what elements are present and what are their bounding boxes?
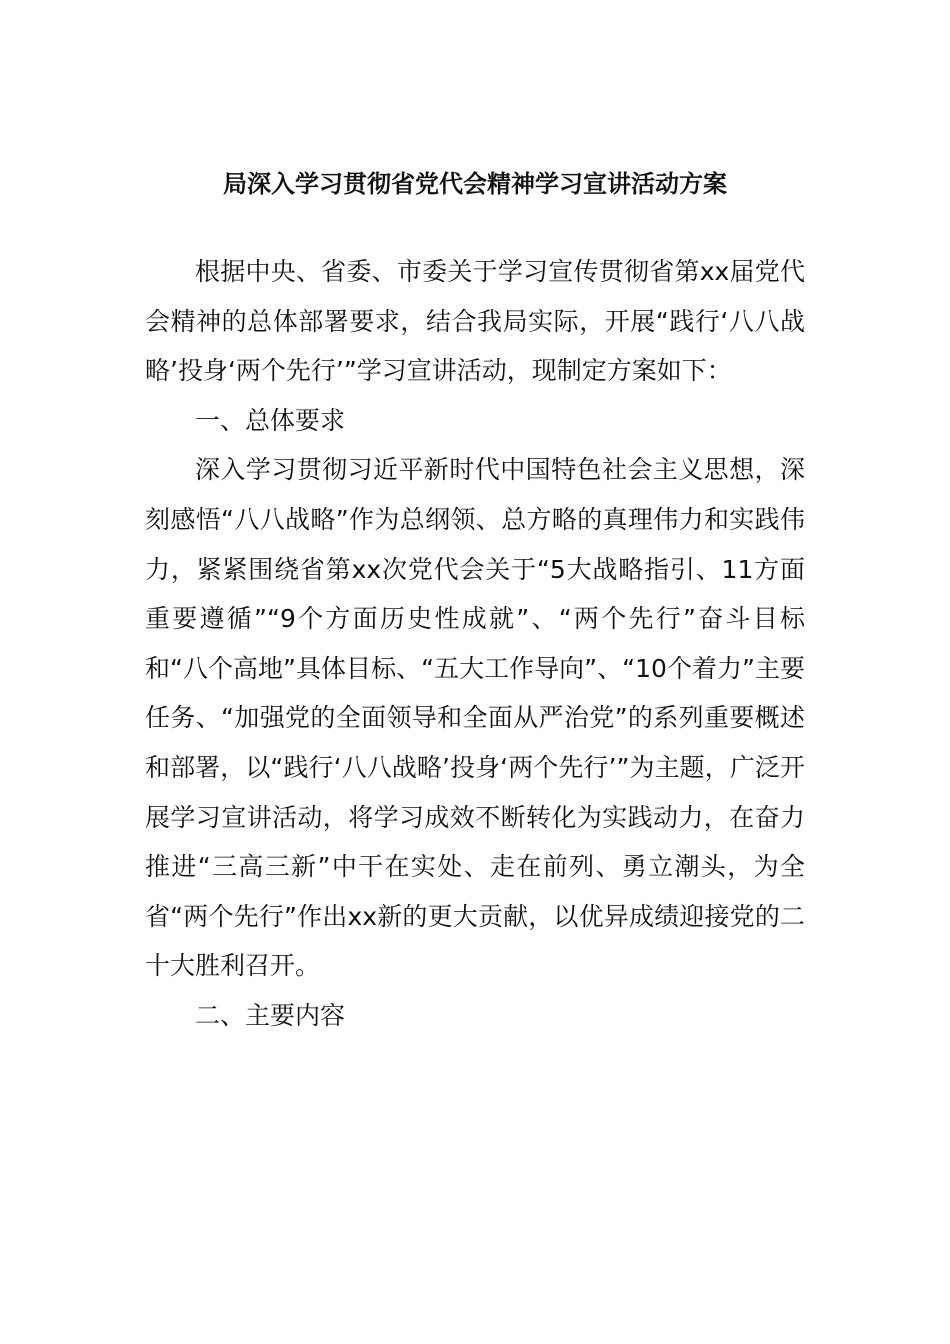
general-requirements-paragraph: 深入学习贯彻习近平新时代中国特色社会主义思想，深刻感悟“八八战略”作为总纲领、总方略的真理伟力和实践伟力，紧紧围绕省第xx次党代会关于“5大战略指引、11方面重要遵循”“9个方面历史性成就”、“两个先行”奋斗目标和“八个高地”具体目标、“五大工作导向”、“10个着力”主要任务、“加强党的全面领导和全面从严治党”的系列重要概述和部署，以“践行‘八八战略’投身‘两个先行’”为主题，广泛开展学习宣讲活动，将学习成效不断转化为实践动力，在奋力推进“三高三新”中干在实处、走在前列、勇立潮头，为全省“两个先行”作出xx新的更大贡献，以优异成绩迎接党的二十大胜利召开。 — [145, 455, 805, 981]
document-body — [145, 247, 805, 1041]
section-heading-main-content: 二、主要内容 — [195, 1000, 346, 1030]
document-title: 局深入学习贯彻省党代会精神学习宣讲活动方案 — [223, 169, 727, 198]
section-heading-general-requirements: 一、总体要求 — [195, 405, 346, 435]
intro-paragraph: 根据中央、省委、市委关于学习宣传贯彻省第xx届党代会精神的总体部署要求，结合我局实际，开展“践行‘八八战略’投身‘两个先行’”学习宣讲活动，现制定方案如下： — [145, 257, 805, 386]
